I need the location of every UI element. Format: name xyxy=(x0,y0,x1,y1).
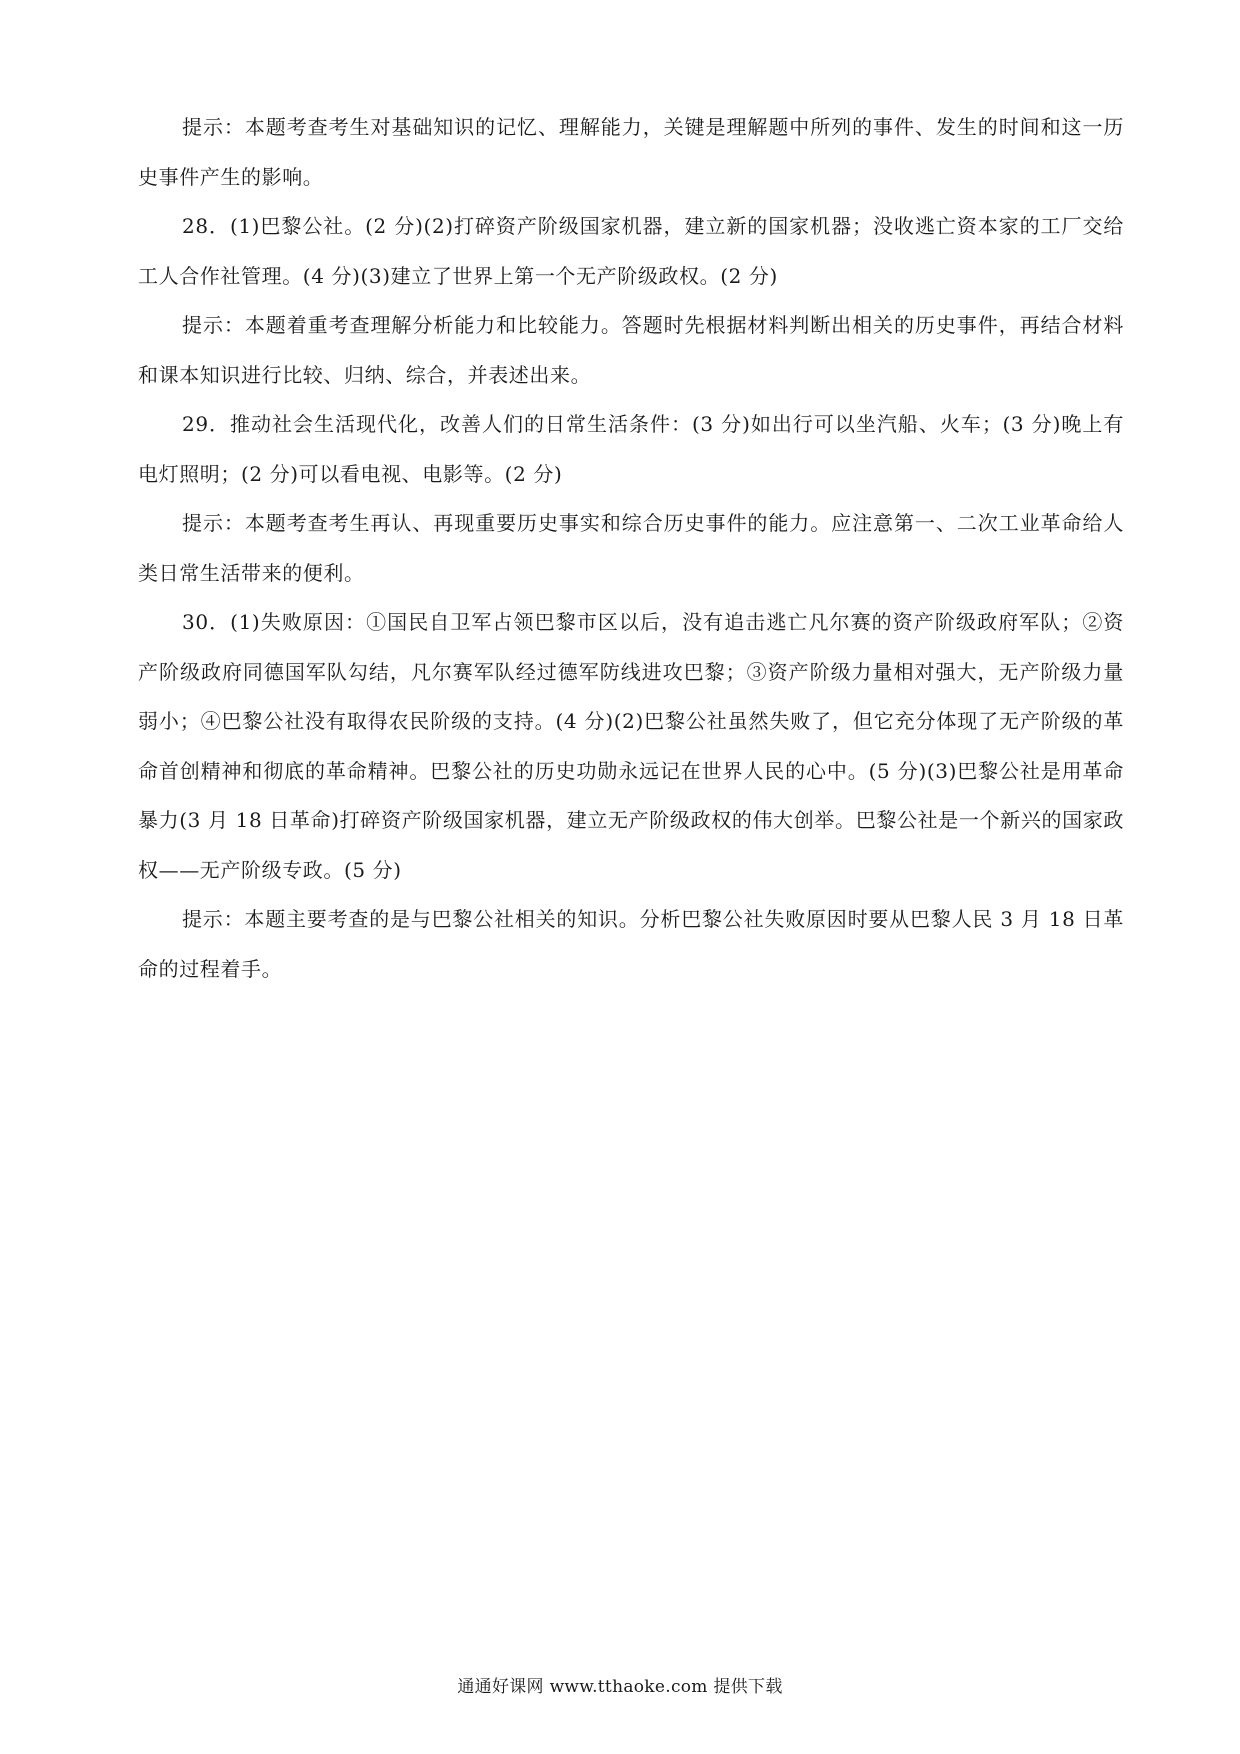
answer-content xyxy=(138,103,1124,994)
hint-paragraph: 提示：本题主要考查的是与巴黎公社相关的知识。分析巴黎公社失败原因时要从巴黎人民 3 月 18 日革命的过程着手。 xyxy=(138,907,1124,981)
hint-paragraph: 提示：本题考查考生对基础知识的记忆、理解能力，关键是理解题中所列的事件、发生的时间和这一历史事件产生的影响。 xyxy=(138,115,1124,189)
hint-paragraph: 提示：本题着重考查理解分析能力和比较能力。答题时先根据材料判断出相关的历史事件，再结合材料和课本知识进行比较、归纳、综合，并表述出来。 xyxy=(138,313,1124,387)
answer-29-paragraph: 29．推动社会生活现代化，改善人们的日常生活条件：(3 分)如出行可以坐汽船、火车；(3 分)晚上有电灯照明；(2 分)可以看电视、电影等。(2 分) xyxy=(138,412,1124,486)
page-footer: 通通好课网 www.tthaoke.com 提供下载 xyxy=(457,1677,783,1697)
hint-paragraph: 提示：本题考查考生再认、再现重要历史事实和综合历史事件的能力。应注意第一、二次工业革命给人类日常生活带来的便利。 xyxy=(138,511,1124,585)
answer-30-paragraph: 30．(1)失败原因：①国民自卫军占领巴黎市区以后，没有追击逃亡凡尔赛的资产阶级政府军队；②资产阶级政府同德国军队勾结，凡尔赛军队经过德军防线进攻巴黎；③资产阶级力量相对强大，无产阶级力量弱小；④巴黎公社没有取得农民阶级的支持。(4 分)(2)巴黎公社虽然失败了，但它充分体现了无产阶级的革命首创精神和彻底的革命精神。巴黎公社的历史功勋永远记在世界人民的心中。(5 分)(3)巴黎公社是用革命暴力(3 月 18 日革命)打碎资产阶级国家机器，建立无产阶级政权的伟大创举。巴黎公社是一个新兴的国家政权——无产阶级专政。(5 分) xyxy=(138,610,1124,882)
answer-28-paragraph: 28．(1)巴黎公社。(2 分)(2)打碎资产阶级国家机器，建立新的国家机器；没收逃亡资本家的工厂交给工人合作社管理。(4 分)(3)建立了世界上第一个无产阶级政权。(2 分) xyxy=(138,214,1124,288)
